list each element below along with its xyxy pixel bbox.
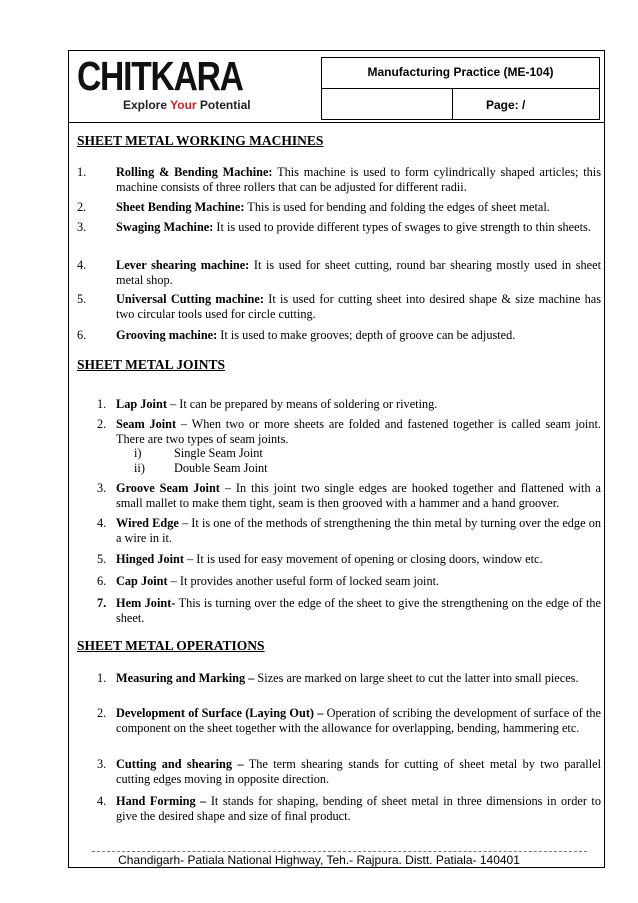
operation-number: 2. [97,706,107,720]
section-title-joints: SHEET METAL JOINTS [77,357,226,372]
seam-type-label: Single Seam Joint [174,446,263,460]
seam-type-number: i) [134,446,142,460]
machine-number: 2. [77,200,87,214]
operation-number: 3. [97,757,107,771]
machine-number: 5. [77,292,87,306]
joint-item: Groove Seam Joint – In this joint two single edges are hooked together and flattened with a small mallet to make them tight, seam is then grooved with a hammer and a hand groover. [116,481,601,511]
joint-number: 1. [97,397,107,411]
seam-type-number: ii) [134,461,145,475]
machine-item: Rolling & Bending Machine: This machine is used to form cylindrically shaped articles; this machine consists of three rollers that can be adjusted for different radii. [116,165,601,195]
operation-item: Hand Forming – It stands for shaping, bending of sheet metal in three dimensions in order to give the desired shape and size of final product. [116,794,601,824]
joint-item: Cap Joint – It provides another useful form of locked seam joint. [116,574,440,588]
machine-item: Sheet Bending Machine: This is used for bending and folding the edges of sheet metal. [116,200,550,214]
seam-type-label: Double Seam Joint [174,461,268,475]
footer-address: Chandigarh- Patiala National Highway, Teh.- Rajpura. Distt. Patiala- 140401 [118,853,520,867]
machine-item: Grooving machine: It is used to make grooves; depth of groove can be adjusted. [116,328,516,342]
operation-item: Cutting and shearing – The term shearing stands for cutting of sheet metal by two parallel cutting edges moving in opposite direction. [116,757,601,787]
joint-item: Wired Edge – It is one of the methods of strengthening the thin metal by turning over the edge on a wire in it. [116,516,601,546]
machine-item: Swaging Machine: It is used to provide different types of swages to give strength to thin sheets. [116,220,591,234]
page-number-label: Page: / [486,98,526,112]
chitkara-logo [77,54,277,114]
machine-item: Lever shearing machine: It is used for sheet cutting, round bar shearing mostly used in sheet metal shop. [116,258,601,288]
joint-item: Hinged Joint – It is used for easy movement of opening or closing doors, window etc. [116,552,543,566]
joint-number: 3. [97,481,107,495]
course-title: Manufacturing Practice (ME-104) [322,58,599,89]
operation-number: 4. [97,794,107,808]
machine-item: Universal Cutting machine: It is used for cutting sheet into desired shape & size machine has two circular tools used for circle cutting. [116,292,601,322]
header-rule [69,122,604,123]
operation-number: 1. [97,671,107,685]
joint-item: Hem Joint- This is turning over the edge of the sheet to give the strengthening on the edge of the sheet. [116,596,601,626]
joint-number: 2. [97,417,107,431]
joint-number: 6. [97,574,107,588]
joint-number: 4. [97,516,107,530]
header-divider [452,89,453,120]
joint-number: 7. [97,596,107,610]
section-title-operations: SHEET METAL OPERATIONS [77,638,265,653]
operation-item: Development of Surface (Laying Out) – Operation of scribing the development of surface of the component on the sheet together with the allowance for overlapping, bending, hammering etc. [116,706,601,736]
machine-number: 3. [77,220,87,234]
joint-item: Lap Joint – It can be prepared by means of soldering or riveting. [116,397,438,411]
logo-tagline: Explore Your Potential [123,98,251,112]
section-title-machines: SHEET METAL WORKING MACHINES [77,133,324,148]
machine-number: 6. [77,328,87,342]
machine-number: 1. [77,165,87,179]
header-info-table [321,57,600,120]
logo-wordmark: CHITKARA [77,53,243,99]
joint-number: 5. [97,552,107,566]
operation-item: Measuring and Marking – Sizes are marked on large sheet to cut the latter into small pieces. [116,671,579,685]
joint-item: Seam Joint – When two or more sheets are folded and fastened together is called seam joint. There are two types of seam joints. [116,417,601,447]
machine-number: 4. [77,258,87,272]
footer-rule [92,851,587,852]
